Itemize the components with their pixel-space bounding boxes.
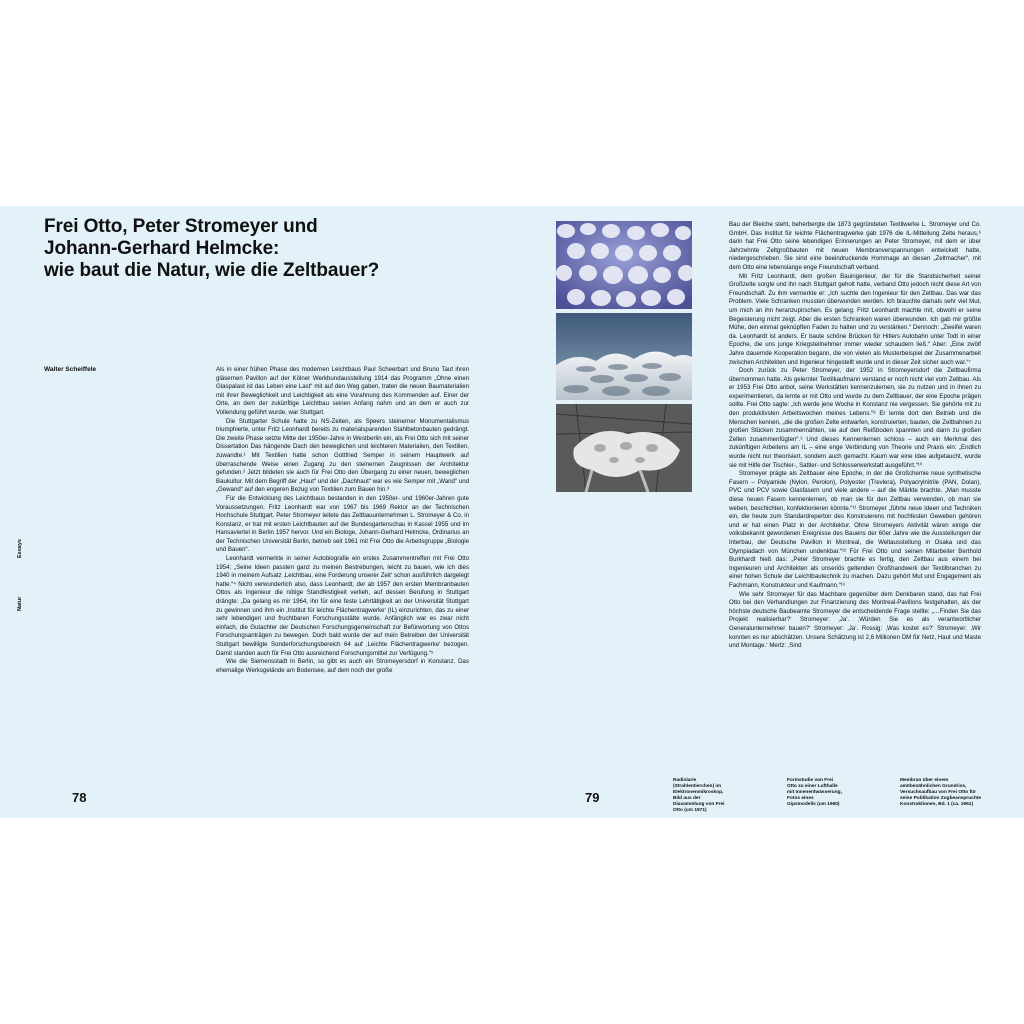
paragraph: Für die Entwicklung des Leichtbaus bestanden in den 1950er- und 1960er-Jahren gute Voraussetzungen. Fritz Leonhardt war von 1967 bis 1969 Rektor an der Technischen Hochschule Stuttgart. Peter Stromeyer leitete das Zeltbauunternehmen L. Stromeyer & Co. in Konstanz, er trat mit ersten Leichtbauten auf der Bundesgartenschau in Kassel 1955 und im Hansaviertel in Berlin 1957 hervor. Und ein Biologe, Johann-Gerhard Helmcke, Ordinarius an der Technischen Universität Berlin, betrieb seit 1961 mit Frei Otto die Arbeitsgruppe „Biologie und Bauen“. <box>216 494 469 554</box>
title-line: Frei Otto, Peter Stromeyer und <box>44 216 318 237</box>
paragraph: Wie sehr Stromeyer für das Machbare gegenüber dem Denkbaren stand, das hat Frei Otto bei den Verhandlungen zur Finanzierung des Montreal-Pavillons festgehalten, als der höchste deutsche Baubeamte Stromeyer die entscheidende Frage stellte: „…Finden Sie das Projekt realisierbar?‘ Stromeyer: ‚Ja‘. ‚Würden Sie es als verantwortlicher Generalunternehmer bauen?‘ Stromeyer: ‚Ja‘. Rossig: ‚Was kostet es?‘ Stromeyer: ‚Wir konnten es nur abschätzen. Unsere Schätzung ist 2,6 Millionen DM für Netz, Haut und Maste und Montage.‘ Mertz: ‚Sind <box>729 590 981 650</box>
paragraph: Als in einer frühen Phase des modernen Leichtbaus Paul Scheerbart und Bruno Taut ihren gläsernen Pavillon auf der Kölner Werkbundausstellung 1914 das Programm „Ohne einen Glaspalast ist das Leben eine Last“ mit auf den Weg gaben, traten die neuen Baumaterialien mit ihrer Beweglichkeit und Leichtigkeit als eine Vorahnung des Kommenden auf. Einer der Orte, an dem der zukünftige Leichtbau seinen Anfang nahm und an dem er auch zur Vollendung geführt wurde, war Stuttgart. <box>216 366 469 416</box>
pneumatic-model-photo <box>556 313 692 400</box>
paragraph: Mit Fritz Leonhardt, dem großen Bauingenieur, der für die Standsicherheit seiner Großzelte sorgte und ihn nach Stuttgart geholt hatte, verband Otto jedoch nicht diese Art von Freundschaft. Zu ihm vermerkte er: „Ich suchte den Ingenieur für den Zeltbau. Das war das Problem. Viele Schranken mussten überwunden werden. Ich brauchte damals sehr viel Mut, um mich an ihn heranzupirschen. Es gelang. Fritz Leonhardt machte mit, obwohl er seine Begeisterung nicht zeigt. Aber die ersten Schranken waren überwunden. Ich gab mir größte Mühe, den einmal geknüpften Faden zu halten und zu verstärken.“ Dennoch: „Zweifel waren da. Leonhardt ist anders. Er baute schöne Brücken für Hitlers Autobahn unter Todt in einer Epoche, die uns junge Kriegsteilnehmer immer wieder schaudern ließ.“ Aber: „Eine zwölf Jahre dauernde Kooperation begann, die von vielen als Musterbeispiel der Zusammenarbeit zwischen Architekten und Ingenieur hingestellt wurde und in dieser Zeit sicher auch war.“⁷ <box>729 272 981 366</box>
paragraph: Doch zurück zu Peter Stromeyer, der 1952 in Stromeyersdorf die Zeltbaufirma übernommen hatte. Als gelernter Textilkaufmann verstand er noch nicht viel vom Zeltbau. Als er 1953 Frei Otto anbot, seine Werkstätten kennenzulernen, sie zu nutzen und in ihnen zu experimentieren, da lernte er mit Otto und wurde zu dem Zeltbauer, der eine Epoche prägen sollte. Frei Otto sagte: „Ich werde jene Woche in Konstanz nie vergessen. Sie gehörte mit zu den produktivsten Arbeitswochen meines Lebens.“⁸ Er lernte dort den Betrieb und die Menschen kennen, „die die großen Zelte entwarfen, konstruierten, bauten, die Zeltbahnen zu großen Stücken zusammennähten, sie auf den Reißboden spannten und dann zu großen Zelten zusammenfügten“.⁹ Und dieses Kennenlernen schloss – auch ein Merkmal des zukünftigen Arbeitens am IL – eine enge Verbindung von Theorie und Praxis ein: „Endlich wurde nicht nur theorisiert, sondern auch gemacht. Kaum war eine Idee aufgetaucht, wurde sie mit Hilfe der Tischler-, Sattler- und Schlosserwerkstatt ausgeführt.“¹⁰ <box>729 367 981 469</box>
page-number-right: 79 <box>585 790 600 805</box>
title-line: wie baut die Natur, wie die Zeltbauer? <box>44 260 380 281</box>
paragraph: Bau der Bleiche steht, beherbergte die 1873 gegründeten Textilwerke L. Stromeyer und Co. GmbH. Das Institut für leichte Flächentragwerke gab 1976 die IL-Mitteilung Zelte heraus,⁶ darin hat Frei Otto seine lebendigen Erinnerungen an Peter Stromeyer, mit dem er über Jahrzehnte Zeltgroßbauten mit neuen Membranverspannungen entwickelt hatte, niedergeschrieben. Sie sind eine beeindruckende Hommage an diesen „Zeltmacher“, mit dem Otto eine lebenslange enge Freundschaft verband. <box>729 221 981 271</box>
author-name: Walter Scheiffele <box>44 366 97 373</box>
left-body-text <box>216 366 469 675</box>
paragraph: Stromeyer prägte als Zeltbauer eine Epoche, in der die Großchemie neue synthetische Fasern – Polyamide (Nylon, Perolon), Polyester (Trevlera), Polyacrylnitrile (PAN, Dolan), PVC und PCV sowie Glasfasern und viele andere – auf die Märkte brachte. „Man musste diese neuen Fasern kennenlernen, ob man sie für den Zeltbau verwenden, ob man sie weben, beschichten, konfektionieren könnte.“¹¹ Stromeyer „führte neue Ideen und Techniken ein, die heute zum Standardrepertoir des Konstruierens mit hochfesten Geweben gehören und er hat einen Platz in der Architektur. Ohne Stromeyers Aktivität wären einige der volksbekannt gewordenen Ereignisse des Bauens der 60er Jahre wie die Ausstellungen der Interbau, der Deutsche Pavillon in Montreal, die Weltausstellung in Osaka und das Olympiadach von München undenkbar.“¹² Für Frei Otto und seinen Mitarbeiter Berthold Burkhardt hieß das: „Peter Stromeyer brachte es fertig, den Zeltbau aus einem bei Ingenieuren und Architekten als unseriös geltenden Großhandwerk der Textilbranchen zu einer hohen Schule der Leichtbautechnik zu machen. Dazu gehört Mut und Engagement als Fachmann, Konstrukteur und Kaufmann.“¹³ <box>729 470 981 589</box>
paragraph: Leonhardt vermerkte in seiner Autobiografie ein erstes Zusammentreffen mit Frei Otto 1954: „Seine Ideen passten ganz zu meinen Bestrebungen, leicht zu bauen, wie ich dies 1940 in meinem Aufsatz ‚Leichtbau, eine Forderung unserer Zeit‘ schon ausführlich dargelegt hatte.“⁴ Nicht verwunderlich also, dass Leonhardt, der ab 1957 den ersten Membranbauten Ottos als Ingenieur die nötige Standfestigkeit verlieh, auf dessen Berufung in Stuttgart drängte: „Da gelang es mir 1964, ihn für eine feste Lehrtätigkeit an der Universität Stuttgart zu gewinnen und ihm ein ‚Institut für leichte Flächentragwerke‘ (IL) einzurichten, das zu einer sehr lebendigen und fruchtbaren Forschungsstätte wurde. Anfänglich war es zwar nicht einfach, die Gutachter der Deutschen Forschungsgemeinschaft zur Befürwortung von Ottos Forschungsanträgen zu bewegen. Doch bald wurde der auf mein Betreiben der Universität Stuttgart bewilligte Sonderforschungsbereich 64 auf ‚Leichte Flächentragwerke‘ bezogen. Damit standen auch für Frei Otto ausreichend Forschungsmittel zur Verfügung.“⁵ <box>216 555 469 657</box>
page-number-left: 78 <box>72 790 87 805</box>
caption-radiolaria: Radiolarie (Strahlentierchen) im Elektronenmikroskop, Bild aus der Diasammlung von Frei Otto (um 1971) <box>673 778 725 813</box>
membrane-model-photo <box>556 404 692 492</box>
caption-membrane-model: Membran über einem amöbenähnlichen Grundriss, Versuchsaufbau von Frei Otto für seine Publikation Zugbeanspruchte Konstruktionen, Bd. 1 (ca. 1961) <box>900 778 982 807</box>
radiolaria-photo <box>556 221 692 309</box>
section-label-essays: Essays <box>17 539 23 558</box>
title-line: Johann-Gerhard Helmcke: <box>44 238 280 259</box>
right-body-text <box>729 221 981 651</box>
section-label-natur: Natur <box>17 596 23 611</box>
paragraph: Wie die Siemensstadt in Berlin, so gibt es auch ein Stromeyersdorf in Konstanz. Das ehemalige Werksgelände am Bodensee, auf dem noch der große <box>216 658 469 674</box>
paragraph: Die Stuttgarter Schule hatte zu NS-Zeiten, als Speers steinerner Monumentalismus triumphierte, unter Fritz Leonhardt bereits zu materialsparenden Stahlbetonbauten gedrängt. Die zweite Phase setzte Mitte der 1950er-Jahre in Westberlin ein, als Frei Otto sich mit seiner Dissertation Das hängende Dach den beweglichen und leichteren Materialien, den Textilien, zuwandte.¹ Mit Textilien hatte schon Gottfried Semper in seinem Hauptwerk auf überraschende Weise einen Zugang zu den steinernen Zeugnissen der Architektur gefunden.² Jetzt bildeten sie auch für Frei Otto den Übergang zu einer neuen, beweglichen Baukultur. Mit dem Begriff der „Haut“ und der „Dachhaut“ war es wie Semper mit „Wand“ und „Gewand“ auf den engeren Bezug von Textilien zum Bauen hin.³ <box>216 417 469 494</box>
caption-pneumatic-model: Formstudie von Frei Otto zu einer Lufthalle mit Innenentwässerung, Fotos eines Gipsmodells (um 1960) <box>787 778 842 807</box>
essay-title <box>44 216 474 282</box>
